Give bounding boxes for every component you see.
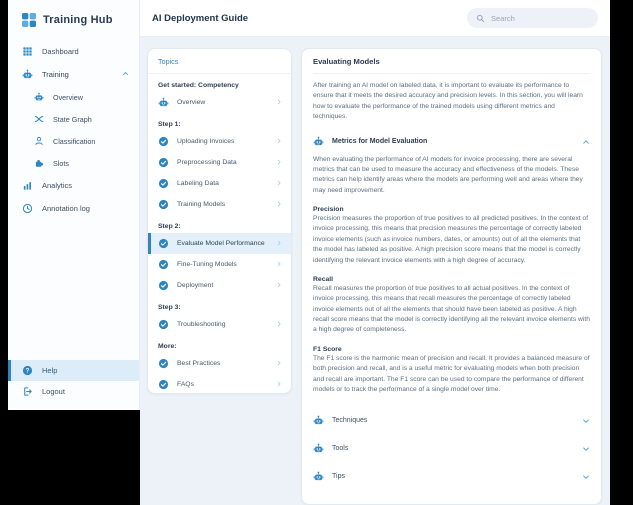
check-circle-icon (158, 259, 169, 270)
topic-item-uploading-invoices[interactable] (148, 131, 291, 152)
section-tools[interactable] (313, 435, 590, 462)
chevron-right-icon (276, 180, 282, 188)
robot-icon (313, 136, 324, 147)
topic-label: Uploading Invoices (177, 138, 235, 145)
subsection-body-recall: Recall measures the proportion of true positives to all actual positives. In the context of invoice processing, this means that recall measures the percentage of correctly labeled invoice elements out of all the elements that should have been labeled as positive. A high recall score means that the model is correctly identifying all the relevant invoice elements with a high degree of completeness. (313, 284, 590, 334)
topic-item-training-models[interactable] (148, 194, 291, 215)
robot-icon (158, 97, 169, 108)
topics-section-heading: More: (158, 343, 177, 350)
chevron-up-icon (582, 133, 590, 151)
collapsed-sections (313, 407, 590, 490)
sidebar-item-label: Logout (42, 387, 65, 396)
sidebar-item-label: Dashboard (42, 47, 79, 56)
section-body: When evaluating the performance of AI models for invoice processing, there are several metrics that can be used to measure the accuracy and effectiveness of the models. These metrics can help identify areas where the models are performing well and areas where they may need improvement. (313, 155, 583, 194)
topic-item-labeling-data[interactable] (148, 173, 291, 194)
logout-icon (22, 386, 33, 397)
chevron-right-icon (276, 201, 282, 209)
sidebar-item-label: Annotation log (42, 204, 90, 213)
check-circle-icon (158, 319, 169, 330)
chevron-right-icon (276, 240, 282, 248)
chevron-right-icon (276, 360, 282, 368)
topic-item-preprocessing-data[interactable] (148, 152, 291, 173)
content-area (140, 37, 610, 505)
sidebar-item-label: Slots (53, 158, 69, 168)
sidebar-item-label: State Graph (53, 114, 92, 124)
chevron-right-icon (276, 321, 282, 329)
topic-label: FAQs (177, 381, 194, 388)
topics-section-heading: Get started: Competency (158, 82, 239, 89)
check-circle-icon (158, 238, 169, 249)
sidebar-item-help[interactable] (8, 360, 139, 381)
chevron-down-icon (582, 468, 590, 486)
chevron-down-icon (582, 412, 590, 430)
clock-icon (22, 203, 33, 214)
check-circle-icon (158, 178, 169, 189)
page-title: AI Deployment Guide (152, 12, 249, 24)
topic-item-overview[interactable] (148, 92, 291, 113)
puzzle-icon (34, 158, 44, 168)
topic-label: Troubleshooting (177, 321, 226, 328)
check-circle-icon (158, 157, 169, 168)
brand (8, 10, 139, 40)
subsection-heading-recall: Recall (313, 275, 334, 283)
topic-label: Best Practices (177, 360, 221, 367)
topic-label: Labeling Data (177, 180, 219, 187)
section-techniques[interactable] (313, 407, 590, 434)
topics-panel-title: Topics (148, 49, 291, 74)
chevron-down-icon (582, 440, 590, 458)
bar-chart-icon (22, 180, 33, 191)
search-box[interactable] (467, 8, 598, 28)
topic-label: Deployment (177, 282, 214, 289)
section-tips[interactable] (313, 463, 590, 490)
sidebar-item-analytics[interactable] (8, 174, 139, 197)
subsection-heading-precision: Precision (313, 206, 344, 213)
topic-label: Fine-Tuning Models (177, 261, 237, 268)
check-circle-icon (158, 280, 169, 291)
robot-icon (22, 69, 33, 80)
sidebar-item-slots[interactable] (8, 152, 139, 174)
sidebar-item-logout[interactable] (8, 381, 139, 402)
sidebar-item-classification[interactable] (8, 130, 139, 152)
grid-icon (22, 46, 33, 57)
sidebar-item-label: Training (42, 70, 69, 79)
section-title: Tips (332, 473, 345, 481)
check-circle-icon (158, 358, 169, 369)
main-column (140, 0, 610, 481)
article-title: Evaluating Models (313, 57, 590, 74)
search-icon (476, 14, 485, 23)
topic-item-fine-tuning-models[interactable] (148, 254, 291, 275)
person-icon (34, 136, 44, 146)
sidebar-item-label: Help (42, 366, 58, 375)
topic-label: Training Models (177, 201, 226, 208)
chevron-right-icon (276, 138, 282, 146)
section-title: Tools (332, 445, 349, 453)
robot-icon (313, 415, 324, 426)
sidebar-item-label: Analytics (42, 181, 73, 190)
app-window (8, 0, 610, 481)
robot-icon (313, 443, 324, 454)
search-input[interactable] (491, 14, 589, 23)
topics-panel (147, 48, 292, 394)
sidebar-footer (8, 360, 139, 410)
section-title: Metrics for Model Evaluation (332, 138, 428, 145)
topic-label: Preprocessing Data (177, 159, 237, 166)
sidebar-item-annotation-log[interactable] (8, 197, 139, 220)
article-panel (301, 48, 602, 505)
subsection-body-f1-score: The F1 score is the harmonic mean of precision and recall. It provides a balanced measure of both precision and recall, and is a useful metric for evaluating models when both precision and recall are important. The F1 score can be used to compare the performance of different models or to track the performance of a single model over time. (313, 354, 590, 393)
sidebar-item-training[interactable] (8, 63, 139, 86)
topic-item-deployment[interactable] (148, 275, 291, 296)
sidebar-item-dashboard[interactable] (8, 40, 139, 63)
sidebar-item-state-graph[interactable] (8, 108, 139, 130)
subsection-heading-f1-score: F1 Score (313, 345, 342, 353)
chevron-up-icon (122, 70, 129, 79)
section-title: Techniques (332, 417, 368, 425)
subsection-body-precision: Precision measures the proportion of true positives to all predicted positives. In the context of invoice processing, this means that precision measures the percentage of correctly labeled invoice elements (such as invoice numbers, dates, or amounts) out of all the elements that the model has labeled as positive. A high precision score means that the model is correctly identifying the relevant invoice elements with a high degree of accuracy. (313, 215, 589, 264)
topic-item-best-practices[interactable] (148, 353, 291, 374)
help-icon (22, 365, 33, 376)
topic-item-troubleshooting[interactable] (148, 314, 291, 335)
topic-label: Overview (177, 99, 206, 106)
shuffle-icon (34, 114, 44, 124)
article-intro: After training an AI model on labeled data, it is important to evaluate its performance to ensure that it meets the desired accuracy and precision levels. In this section, you will learn how to evaluate the performance of the trained models using different metrics and techniques. (313, 82, 583, 121)
check-circle-icon (158, 199, 169, 210)
robot-icon (313, 471, 324, 482)
brand-name: Training Hub (43, 14, 113, 26)
section-metrics-for-model-evaluation[interactable] (313, 133, 590, 151)
sidebar (8, 0, 140, 410)
topics-section-heading: Step 3: (158, 304, 181, 311)
sidebar-item-label: Classification (53, 136, 96, 146)
topic-item-faqs[interactable] (148, 374, 291, 395)
top-bar (140, 0, 610, 37)
topic-item-evaluate-model-performance[interactable] (148, 233, 291, 254)
check-circle-icon (158, 136, 169, 147)
chevron-right-icon (276, 99, 282, 107)
robot-head-icon (34, 92, 44, 102)
topics-section-heading: Step 2: (158, 223, 181, 230)
topic-label: Evaluate Model Performance (177, 240, 265, 247)
chevron-right-icon (276, 282, 282, 290)
topics-section-heading: Step 1: (158, 121, 181, 128)
check-circle-icon (158, 379, 169, 390)
training-hub-logo-icon (21, 12, 37, 28)
sidebar-item-overview[interactable] (8, 86, 139, 108)
chevron-right-icon (276, 159, 282, 167)
sidebar-item-label: Overview (53, 92, 83, 102)
chevron-right-icon (276, 381, 282, 389)
chevron-right-icon (276, 261, 282, 269)
